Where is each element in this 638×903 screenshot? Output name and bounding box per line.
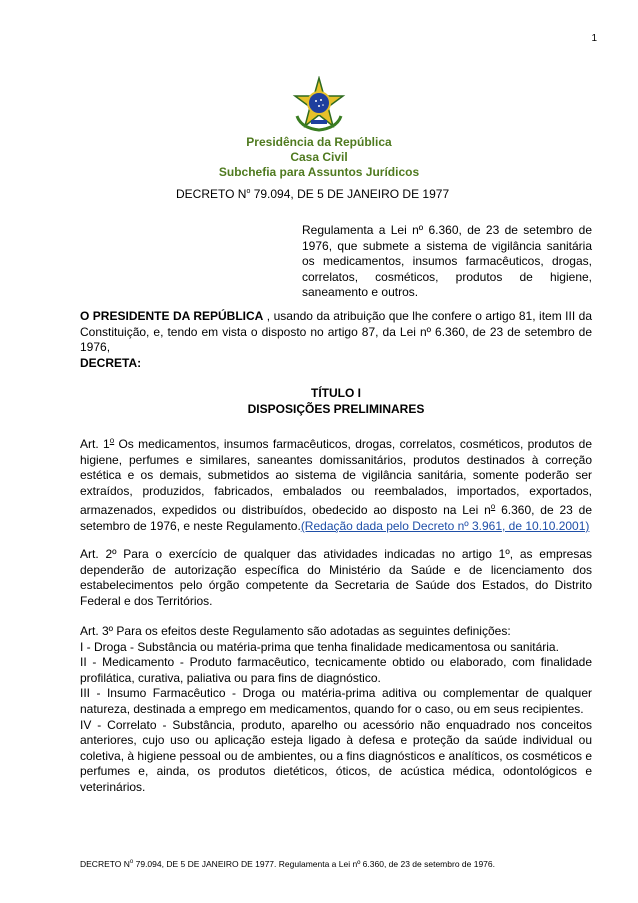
- header-line-presidencia: Presidência da República: [246, 135, 392, 149]
- article-2: Art. 2º Para o exercício de qualquer das atividades indicadas no artigo 1º, as empresas dependerão de autorização específica do Ministério da Saúde e de licenciamento dos estabelecimentos pelo órgão competente da Secretaria de Saúde dos Estados, do Distrito Federal e dos Territórios.: [80, 547, 592, 608]
- footer-rest: 79.094, DE 5 DE JANEIRO DE 1977. Regulamenta a Lei nº 6.360, de 23 de setembro de 1976.: [133, 859, 495, 869]
- art3-item-2: II - Medicamento - Produto farmacêutico, tecnicamente obtido ou elaborado, com finalidade profilática, curativa, paliativa ou para fins de diagnóstico.: [80, 655, 592, 685]
- page-footer: [80, 859, 495, 869]
- decreta: DECRETA:: [80, 355, 142, 370]
- footer-sup: o: [129, 859, 134, 866]
- page-number: 1: [591, 33, 597, 44]
- decree-rest: 79.094, DE 5 DE JANEIRO DE 1977: [250, 187, 450, 201]
- titulo-line1: TÍTULO I: [311, 386, 361, 400]
- article-1: [80, 433, 592, 535]
- decree-title: [176, 187, 449, 201]
- coat-of-arms-icon: [291, 76, 347, 132]
- art3-item-1: I - Droga - Substância ou matéria-prima que tenha finalidade medicamentosa ou sanitária.: [80, 639, 559, 654]
- preamble-bold: O PRESIDENTE DA REPÚBLICA: [80, 309, 264, 323]
- article-3: [80, 624, 592, 796]
- art1-label: Art. 1: [80, 437, 110, 451]
- art1-sup2: o: [490, 502, 496, 512]
- preamble-text: , usando da atribuição que lhe confere o artigo 81, item III da Constituição, e, tendo em vista o disposto no artigo 87, da Lei nº 6.360, de 23 de setembro de 1976,: [80, 309, 592, 355]
- art3-item-3: III - Insumo Farmacêutico - Droga ou matéria-prima aditiva ou complementar de qualquer natureza, destinada a emprego em medicamentos, quando for o caso, ou em seus recipientes.: [80, 686, 592, 716]
- art1-text2: 6.360, de 23 de setembro de 1976, e neste Regulamento.: [80, 503, 593, 533]
- titulo-line2: DISPOSIÇÕES PRELIMINARES: [247, 401, 425, 416]
- header-line-casa-civil: Casa Civil: [290, 150, 348, 164]
- institution-header: [0, 135, 638, 180]
- ementa: Regulamenta a Lei nº 6.360, de 23 de setembro de 1976, que submete a sistema de vigilância sanitária os medicamentos, insumos farmacêuticos, drogas, correlatos, cosméticos, produtos de higiene, saneamento e outros.: [302, 223, 592, 300]
- art1-sup: o: [109, 436, 115, 445]
- decree-sup: o: [246, 188, 251, 195]
- art3-intro: Art. 3º Para os efeitos deste Regulamento são adotadas as seguintes definições:: [80, 624, 511, 638]
- preamble: [80, 309, 592, 371]
- art1-amendment-link[interactable]: (Redação dada pelo Decreto nº 3.961, de 10.10.2001): [300, 518, 590, 533]
- titulo-block: [80, 386, 592, 417]
- art3-item-4: IV - Correlato - Substância, produto, aparelho ou acessório não enquadrado nos conceitos anteriores, cujo uso ou aplicação esteja ligado à defesa e proteção da saúde individual ou coletiva, à higiene pessoal ou de ambientes, ou a fins diagnósticos e analíticos, os cosméticos e perfumes e, ainda, os produtos dietéticos, óticos, de acústica médica, odontológicos e veterinários.: [80, 717, 592, 794]
- header-line-subchefia: Subchefia para Assuntos Jurídicos: [218, 165, 420, 179]
- decree-prefix: DECRETO N: [176, 187, 247, 201]
- footer-prefix: DECRETO N: [80, 859, 130, 869]
- art1-text: Os medicamentos, insumos farmacêuticos, drogas, correlatos, cosméticos, produtos de higiene, perfumes e similares, saneantes domissanitários, produtos destinados à correção estética e os demais, submetidos ao sistema de vigilância sanitária, somente poderão ser extraídos, produzidos, fabricados, embalados ou reembalados, importados, exportados, armazenados, expedidos ou distribuídos, obedecido ao disposto na Lei n: [80, 437, 592, 518]
